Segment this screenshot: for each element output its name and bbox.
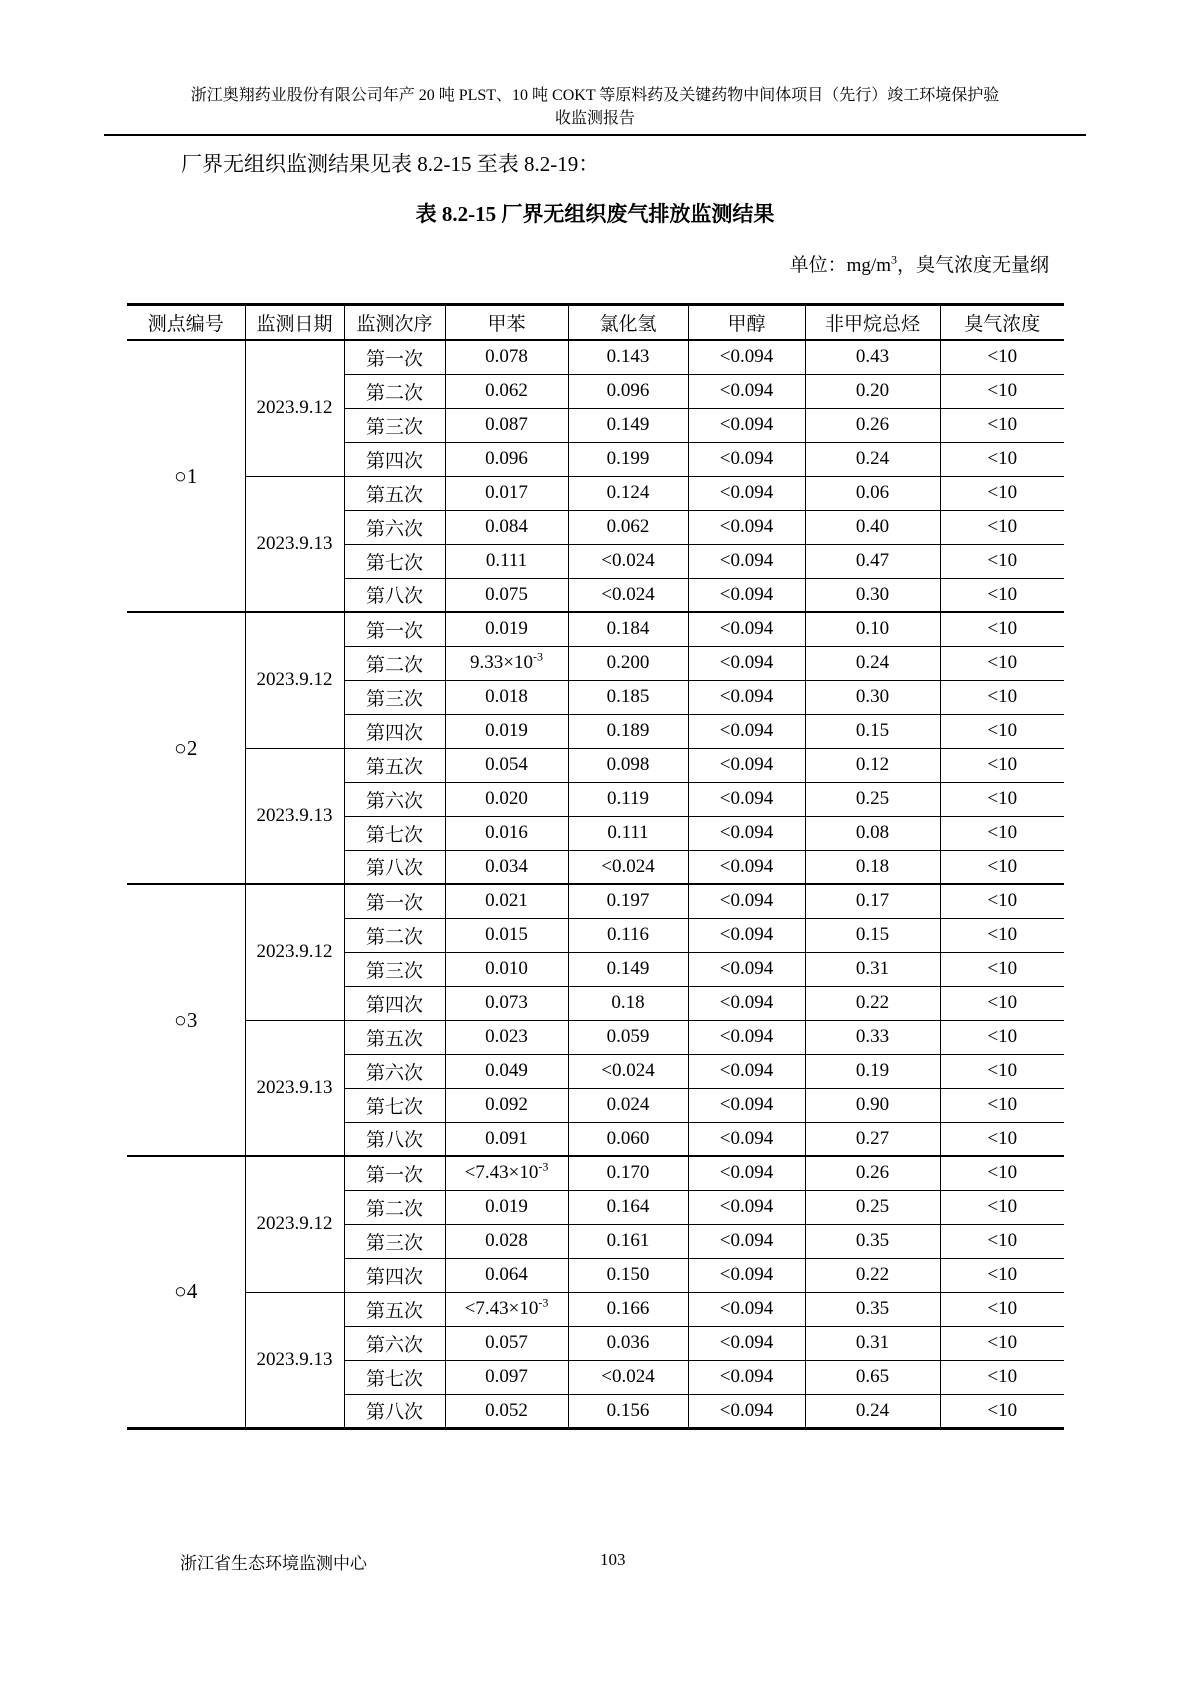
value-cell: 0.30 [805,578,940,612]
value-cell: 0.116 [568,918,688,952]
value-cell: 0.010 [445,952,568,986]
intro-paragraph: 厂界无组织监测结果见表 8.2-15 至表 8.2-19： [181,152,600,176]
value-cell: 0.073 [445,986,568,1020]
value-cell: 0.019 [445,612,568,646]
sequence-cell: 第七次 [344,544,445,578]
value-cell: 0.018 [445,680,568,714]
table-row [127,340,1064,374]
sequence-cell: 第六次 [344,1054,445,1088]
value-cell: 0.25 [805,782,940,816]
value-cell: 0.06 [805,476,940,510]
value-cell: 0.35 [805,1292,940,1326]
sequence-cell: 第八次 [344,1394,445,1428]
value-cell: 0.25 [805,1190,940,1224]
value-cell: 0.184 [568,612,688,646]
value-cell: <10 [940,1156,1064,1190]
value-cell: <0.094 [688,578,805,612]
value-cell: 0.149 [568,952,688,986]
value-cell: 0.15 [805,918,940,952]
table-header-row [127,305,1064,341]
value-cell: <0.094 [688,1122,805,1156]
value-cell: $<7.43\times 10^{-3}$ [445,1292,568,1326]
value-cell: 0.170 [568,1156,688,1190]
table-row [127,748,1064,782]
value-cell: 0.023 [445,1020,568,1054]
value-cell: <10 [940,1020,1064,1054]
value-cell: <0.094 [688,340,805,374]
sequence-cell: 第三次 [344,952,445,986]
value-cell: 0.31 [805,1326,940,1360]
sequence-cell: 第四次 [344,986,445,1020]
value-cell: 0.149 [568,408,688,442]
value-cell: <10 [940,408,1064,442]
value-cell: 0.064 [445,1258,568,1292]
monitoring-table [127,303,1064,1430]
value-cell: 0.33 [805,1020,940,1054]
value-cell: 0.20 [805,374,940,408]
value-cell: <0.094 [688,442,805,476]
value-cell: <10 [940,782,1064,816]
value-cell: 0.096 [568,374,688,408]
sequence-cell: 第一次 [344,1156,445,1190]
value-cell: <10 [940,476,1064,510]
sequence-cell: 第六次 [344,510,445,544]
value-cell: <10 [940,1122,1064,1156]
header-odor: 臭气浓度 [940,305,1064,341]
value-cell: <0.094 [688,918,805,952]
sequence-cell: 第七次 [344,1360,445,1394]
value-cell: <10 [940,1394,1064,1428]
point-id-cell: ○1 [127,340,245,612]
value-cell: 0.084 [445,510,568,544]
value-cell: <10 [940,1088,1064,1122]
sequence-cell: 第二次 [344,646,445,680]
value-cell: 0.049 [445,1054,568,1088]
value-cell: 0.164 [568,1190,688,1224]
table-row [127,884,1064,918]
value-cell: 0.08 [805,816,940,850]
value-cell: 0.26 [805,1156,940,1190]
sequence-cell: 第五次 [344,1020,445,1054]
value-cell: 0.189 [568,714,688,748]
date-cell: 2023.9.13 [245,1020,344,1156]
value-cell: 0.062 [568,510,688,544]
table-row [127,476,1064,510]
value-cell: <10 [940,1054,1064,1088]
value-cell: <10 [940,374,1064,408]
date-cell: 2023.9.12 [245,884,344,1020]
value-cell: <10 [940,544,1064,578]
value-cell: <0.094 [688,374,805,408]
sequence-cell: 第四次 [344,1258,445,1292]
date-cell: 2023.9.13 [245,748,344,884]
value-cell: 0.097 [445,1360,568,1394]
value-cell: <0.094 [688,1258,805,1292]
value-cell: 0.200 [568,646,688,680]
header-nmhc: 非甲烷总烃 [805,305,940,341]
sequence-cell: 第三次 [344,408,445,442]
value-cell: <0.094 [688,1224,805,1258]
value-cell: <10 [940,918,1064,952]
table-row [127,1020,1064,1054]
sequence-cell: 第五次 [344,748,445,782]
value-cell: 0.019 [445,714,568,748]
sequence-cell: 第五次 [344,1292,445,1326]
value-cell: <10 [940,510,1064,544]
value-cell: <0.094 [688,748,805,782]
value-cell: <10 [940,1258,1064,1292]
value-cell: <10 [940,952,1064,986]
value-cell: 0.143 [568,340,688,374]
value-cell: 0.185 [568,680,688,714]
value-cell: <10 [940,578,1064,612]
sequence-cell: 第七次 [344,816,445,850]
value-cell: <10 [940,748,1064,782]
value-cell: 0.30 [805,680,940,714]
value-cell: <10 [940,1360,1064,1394]
sequence-cell: 第二次 [344,1190,445,1224]
value-cell: 0.47 [805,544,940,578]
value-cell: <10 [940,646,1064,680]
document-header-line1: 浙江奥翔药业股份有限公司年产 20 吨 PLST、10 吨 COKT 等原料药及关键药物中间体项目（先行）竣工环境保护验 [190,87,1000,104]
date-cell: 2023.9.12 [245,1156,344,1292]
value-cell: 0.087 [445,408,568,442]
value-cell: <0.094 [688,714,805,748]
value-cell: 0.034 [445,850,568,884]
value-cell: 0.161 [568,1224,688,1258]
value-cell: 0.016 [445,816,568,850]
sequence-cell: 第八次 [344,578,445,612]
value-cell: 0.197 [568,884,688,918]
value-cell: 0.021 [445,884,568,918]
value-cell: <0.024 [568,578,688,612]
value-cell: <10 [940,714,1064,748]
value-cell: <10 [940,816,1064,850]
header-methanol: 甲醇 [688,305,805,341]
table-row [127,1156,1064,1190]
value-cell: <0.094 [688,850,805,884]
value-cell: 0.054 [445,748,568,782]
sequence-cell: 第三次 [344,680,445,714]
value-cell: 0.119 [568,782,688,816]
value-cell: <0.094 [688,408,805,442]
value-cell: <10 [940,612,1064,646]
value-cell: 0.43 [805,340,940,374]
point-id-cell: ○3 [127,884,245,1156]
value-cell: 0.15 [805,714,940,748]
value-cell: 0.40 [805,510,940,544]
date-cell: 2023.9.12 [245,340,344,476]
header-sequence: 监测次序 [344,305,445,341]
value-cell: 0.028 [445,1224,568,1258]
value-cell: <0.094 [688,476,805,510]
value-cell: <0.094 [688,782,805,816]
date-cell: 2023.9.13 [245,1292,344,1428]
table-title: 表 8.2-15 厂界无组织废气排放监测结果 [415,202,775,226]
value-cell: <10 [940,1190,1064,1224]
sequence-cell: 第六次 [344,1326,445,1360]
sequence-cell: 第七次 [344,1088,445,1122]
header-hcl: 氯化氢 [568,305,688,341]
value-cell: <0.094 [688,680,805,714]
value-cell: 0.059 [568,1020,688,1054]
value-cell: 0.015 [445,918,568,952]
value-cell: 0.26 [805,408,940,442]
header-rule [104,134,1086,136]
value-cell: <0.094 [688,1360,805,1394]
sequence-cell: 第一次 [344,340,445,374]
date-cell: 2023.9.12 [245,612,344,748]
value-cell: 0.019 [445,1190,568,1224]
value-cell: <0.024 [568,544,688,578]
value-cell: 0.22 [805,1258,940,1292]
value-cell: <10 [940,340,1064,374]
value-cell: 0.199 [568,442,688,476]
sequence-cell: 第八次 [344,1122,445,1156]
document-header [105,84,1085,130]
value-cell: <0.094 [688,952,805,986]
value-cell: 0.166 [568,1292,688,1326]
header-date: 监测日期 [245,305,344,341]
sequence-cell: 第四次 [344,714,445,748]
value-cell: 0.124 [568,476,688,510]
table-row [127,612,1064,646]
value-cell: <0.094 [688,1326,805,1360]
value-cell: <0.094 [688,1190,805,1224]
value-cell: <0.024 [568,1054,688,1088]
footer-organization: 浙江省生态环境监测中心 [180,1554,367,1573]
value-cell: 0.092 [445,1088,568,1122]
value-cell: 0.091 [445,1122,568,1156]
value-cell: 0.098 [568,748,688,782]
value-cell: <0.094 [688,612,805,646]
sequence-cell: 第一次 [344,884,445,918]
value-cell: 0.078 [445,340,568,374]
sequence-cell: 第一次 [344,612,445,646]
value-cell: 0.017 [445,476,568,510]
sequence-cell: 第三次 [344,1224,445,1258]
date-cell: 2023.9.13 [245,476,344,612]
value-cell: 0.22 [805,986,940,1020]
value-cell: 0.17 [805,884,940,918]
value-cell: 0.150 [568,1258,688,1292]
sequence-cell: 第二次 [344,374,445,408]
value-cell: <10 [940,850,1064,884]
value-cell: <0.094 [688,816,805,850]
value-cell: 0.90 [805,1088,940,1122]
value-cell: <0.094 [688,986,805,1020]
value-cell: <10 [940,1224,1064,1258]
unit-note: 单位：$mg/m^3$，臭气浓度无量纲 [789,252,1049,276]
sequence-cell: 第五次 [344,476,445,510]
value-cell: 0.111 [445,544,568,578]
value-cell: 0.27 [805,1122,940,1156]
value-cell: 0.156 [568,1394,688,1428]
value-cell: 0.10 [805,612,940,646]
value-cell: 0.062 [445,374,568,408]
value-cell: 0.075 [445,578,568,612]
value-cell: 0.096 [445,442,568,476]
value-cell: 0.024 [568,1088,688,1122]
value-cell: <10 [940,884,1064,918]
value-cell: $9.33\times 10^{-3}$ [445,646,568,680]
value-cell: <10 [940,986,1064,1020]
value-cell: 0.65 [805,1360,940,1394]
header-point-id: 测点编号 [127,305,245,341]
value-cell: <0.024 [568,850,688,884]
document-header-line2: 收监测报告 [554,110,635,127]
value-cell: $<7.43\times 10^{-3}$ [445,1156,568,1190]
value-cell: <0.094 [688,884,805,918]
point-id-cell: ○2 [127,612,245,884]
value-cell: 0.12 [805,748,940,782]
value-cell: 0.036 [568,1326,688,1360]
value-cell: 0.060 [568,1122,688,1156]
value-cell: <0.094 [688,1156,805,1190]
value-cell: <10 [940,680,1064,714]
value-cell: <0.094 [688,510,805,544]
header-toluene: 甲苯 [445,305,568,341]
value-cell: 0.057 [445,1326,568,1360]
value-cell: 0.24 [805,646,940,680]
value-cell: <0.094 [688,1394,805,1428]
value-cell: <0.094 [688,544,805,578]
point-id-cell: ○4 [127,1156,245,1428]
sequence-cell: 第八次 [344,850,445,884]
table-row [127,1292,1064,1326]
value-cell: <0.094 [688,1292,805,1326]
value-cell: 0.24 [805,1394,940,1428]
value-cell: 0.18 [805,850,940,884]
value-cell: <10 [940,1292,1064,1326]
value-cell: 0.31 [805,952,940,986]
value-cell: 0.111 [568,816,688,850]
monitoring-table-body [127,340,1064,1428]
value-cell: <10 [940,1326,1064,1360]
value-cell: 0.35 [805,1224,940,1258]
value-cell: <0.094 [688,646,805,680]
page-number: 103 [600,1550,626,1569]
value-cell: <10 [940,442,1064,476]
value-cell: <0.024 [568,1360,688,1394]
value-cell: <0.094 [688,1054,805,1088]
value-cell: 0.020 [445,782,568,816]
value-cell: 0.19 [805,1054,940,1088]
value-cell: 0.052 [445,1394,568,1428]
value-cell: <0.094 [688,1020,805,1054]
value-cell: 0.18 [568,986,688,1020]
sequence-cell: 第六次 [344,782,445,816]
value-cell: <0.094 [688,1088,805,1122]
sequence-cell: 第二次 [344,918,445,952]
sequence-cell: 第四次 [344,442,445,476]
value-cell: 0.24 [805,442,940,476]
